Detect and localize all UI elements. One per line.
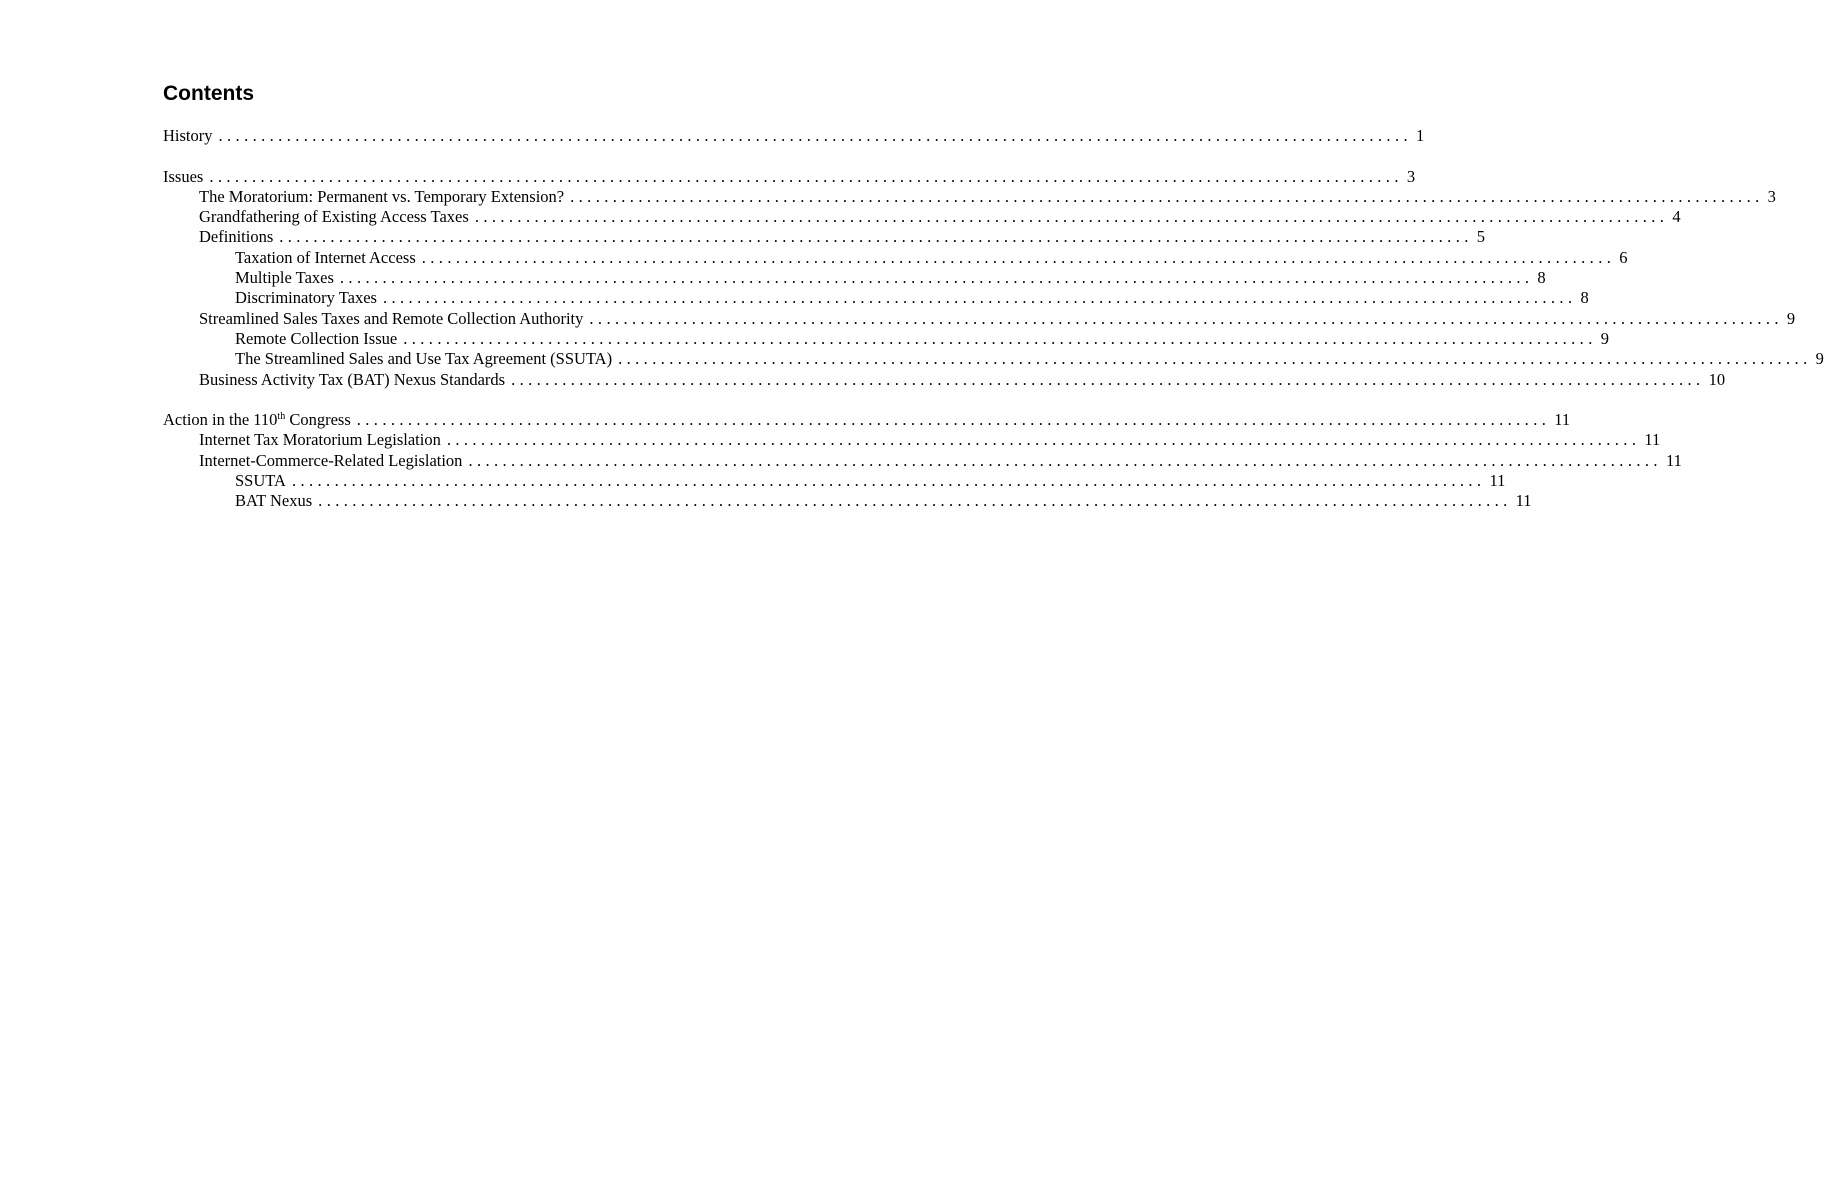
dot-leader: ............................................................................................................................................ — [468, 450, 1662, 470]
label-superscript: th — [277, 411, 286, 423]
toc-entry-action-110th-congress[interactable] — [163, 410, 1571, 430]
dot-leader: ............................................................................................................................................ — [279, 227, 1473, 247]
dot-leader: ............................................................................................................................................ — [318, 491, 1512, 511]
toc-entry-label: Business Activity Tax (BAT) Nexus Standards — [199, 369, 506, 389]
toc-entry-commerce-legislation[interactable] — [163, 450, 1682, 471]
toc-entry-label — [163, 410, 351, 430]
toc-entry-page: 11 — [1665, 450, 1682, 470]
toc-entry-page: 9 — [1786, 308, 1796, 328]
toc-entry-definitions[interactable] — [163, 227, 1485, 247]
table-of-contents — [163, 126, 1824, 512]
dot-leader: ............................................................................................................................................ — [356, 410, 1551, 430]
toc-entry-page: 3 — [1406, 166, 1416, 186]
toc-entry-moratorium[interactable] — [163, 186, 1776, 207]
dot-leader: ............................................................................................................................................ — [403, 328, 1597, 348]
dot-leader: ............................................................................................................................................ — [511, 369, 1705, 389]
toc-entry-remote-collection[interactable] — [163, 328, 1609, 349]
dot-leader: ............................................................................................................................................ — [618, 349, 1812, 369]
toc-entry-label: History — [163, 126, 213, 145]
toc-entry-taxation-internet-access[interactable] — [163, 247, 1628, 268]
toc-entry-label: Definitions — [199, 227, 274, 247]
toc-entry-label: Multiple Taxes — [235, 268, 334, 288]
toc-entry-page: 3 — [1767, 186, 1776, 206]
dot-leader: ............................................................................................................................................ — [291, 471, 1486, 491]
toc-entry-page: 8 — [1580, 288, 1589, 308]
toc-entry-moratorium-legislation[interactable] — [163, 430, 1661, 450]
toc-entry-history[interactable] — [163, 126, 1425, 146]
dot-leader: ............................................................................................................................................ — [382, 288, 1577, 308]
toc-entry-label: BAT Nexus — [235, 491, 313, 511]
toc-entry-page: 4 — [1672, 207, 1681, 227]
dot-leader: ............................................................................................................................................ — [421, 247, 1616, 267]
dot-leader: ............................................................................................................................................ — [446, 430, 1641, 450]
contents-heading: Contents — [163, 82, 254, 105]
toc-entry-grandfathering[interactable] — [163, 207, 1681, 227]
toc-entry-ssuta[interactable] — [163, 471, 1506, 491]
toc-entry-streamlined-sales[interactable] — [163, 308, 1796, 329]
dot-leader: ............................................................................................................................................ — [218, 126, 1412, 145]
dot-leader: ............................................................................................................................................ — [339, 268, 1534, 288]
toc-entry-label: Streamlined Sales Taxes and Remote Collection Authority — [199, 308, 584, 328]
dot-leader: ............................................................................................................................................ — [474, 207, 1669, 227]
toc-entry-label: Taxation of Internet Access — [235, 247, 416, 267]
label-prefix: Action in the 110 — [163, 410, 278, 430]
toc-entry-page: 9 — [1600, 328, 1609, 348]
toc-entry-label: Remote Collection Issue — [235, 328, 398, 348]
toc-entry-label: Internet-Commerce-Related Legislation — [199, 450, 463, 470]
toc-entry-page: 11 — [1489, 471, 1506, 491]
toc-entry-page: 1 — [1416, 126, 1425, 145]
dot-leader: ............................................................................................................................................ — [570, 186, 1764, 206]
toc-entry-page: 8 — [1537, 268, 1546, 288]
toc-entry-bat-nexus-standards[interactable] — [163, 369, 1726, 390]
toc-entry-issues[interactable] — [163, 166, 1416, 187]
toc-entry-ssuta-agreement[interactable] — [163, 349, 1824, 369]
label-suffix: Congress — [285, 410, 351, 430]
toc-entry-bat-nexus[interactable] — [163, 491, 1532, 511]
toc-entry-page: 11 — [1515, 491, 1532, 511]
toc-entry-page: 5 — [1476, 227, 1485, 247]
toc-entry-label: Issues — [163, 166, 204, 186]
toc-entry-label: Grandfathering of Existing Access Taxes — [199, 207, 469, 227]
toc-entry-page: 11 — [1554, 410, 1571, 430]
toc-entry-page: 6 — [1619, 247, 1628, 267]
toc-entry-multiple-taxes[interactable] — [163, 268, 1546, 288]
toc-entry-page: 11 — [1644, 430, 1661, 450]
dot-leader: ............................................................................................................................................ — [589, 308, 1783, 328]
toc-entry-discriminatory-taxes[interactable] — [163, 288, 1589, 308]
toc-entry-label: Internet Tax Moratorium Legislation — [199, 430, 441, 450]
dot-leader: ............................................................................................................................................ — [209, 166, 1403, 186]
toc-entry-page: 9 — [1815, 349, 1824, 369]
toc-entry-page: 10 — [1708, 369, 1726, 389]
toc-entry-label: SSUTA — [235, 471, 286, 491]
toc-entry-label: Discriminatory Taxes — [235, 288, 377, 308]
toc-entry-label: The Streamlined Sales and Use Tax Agreement (SSUTA) — [235, 349, 613, 369]
toc-entry-label: The Moratorium: Permanent vs. Temporary Extension? — [199, 186, 565, 206]
